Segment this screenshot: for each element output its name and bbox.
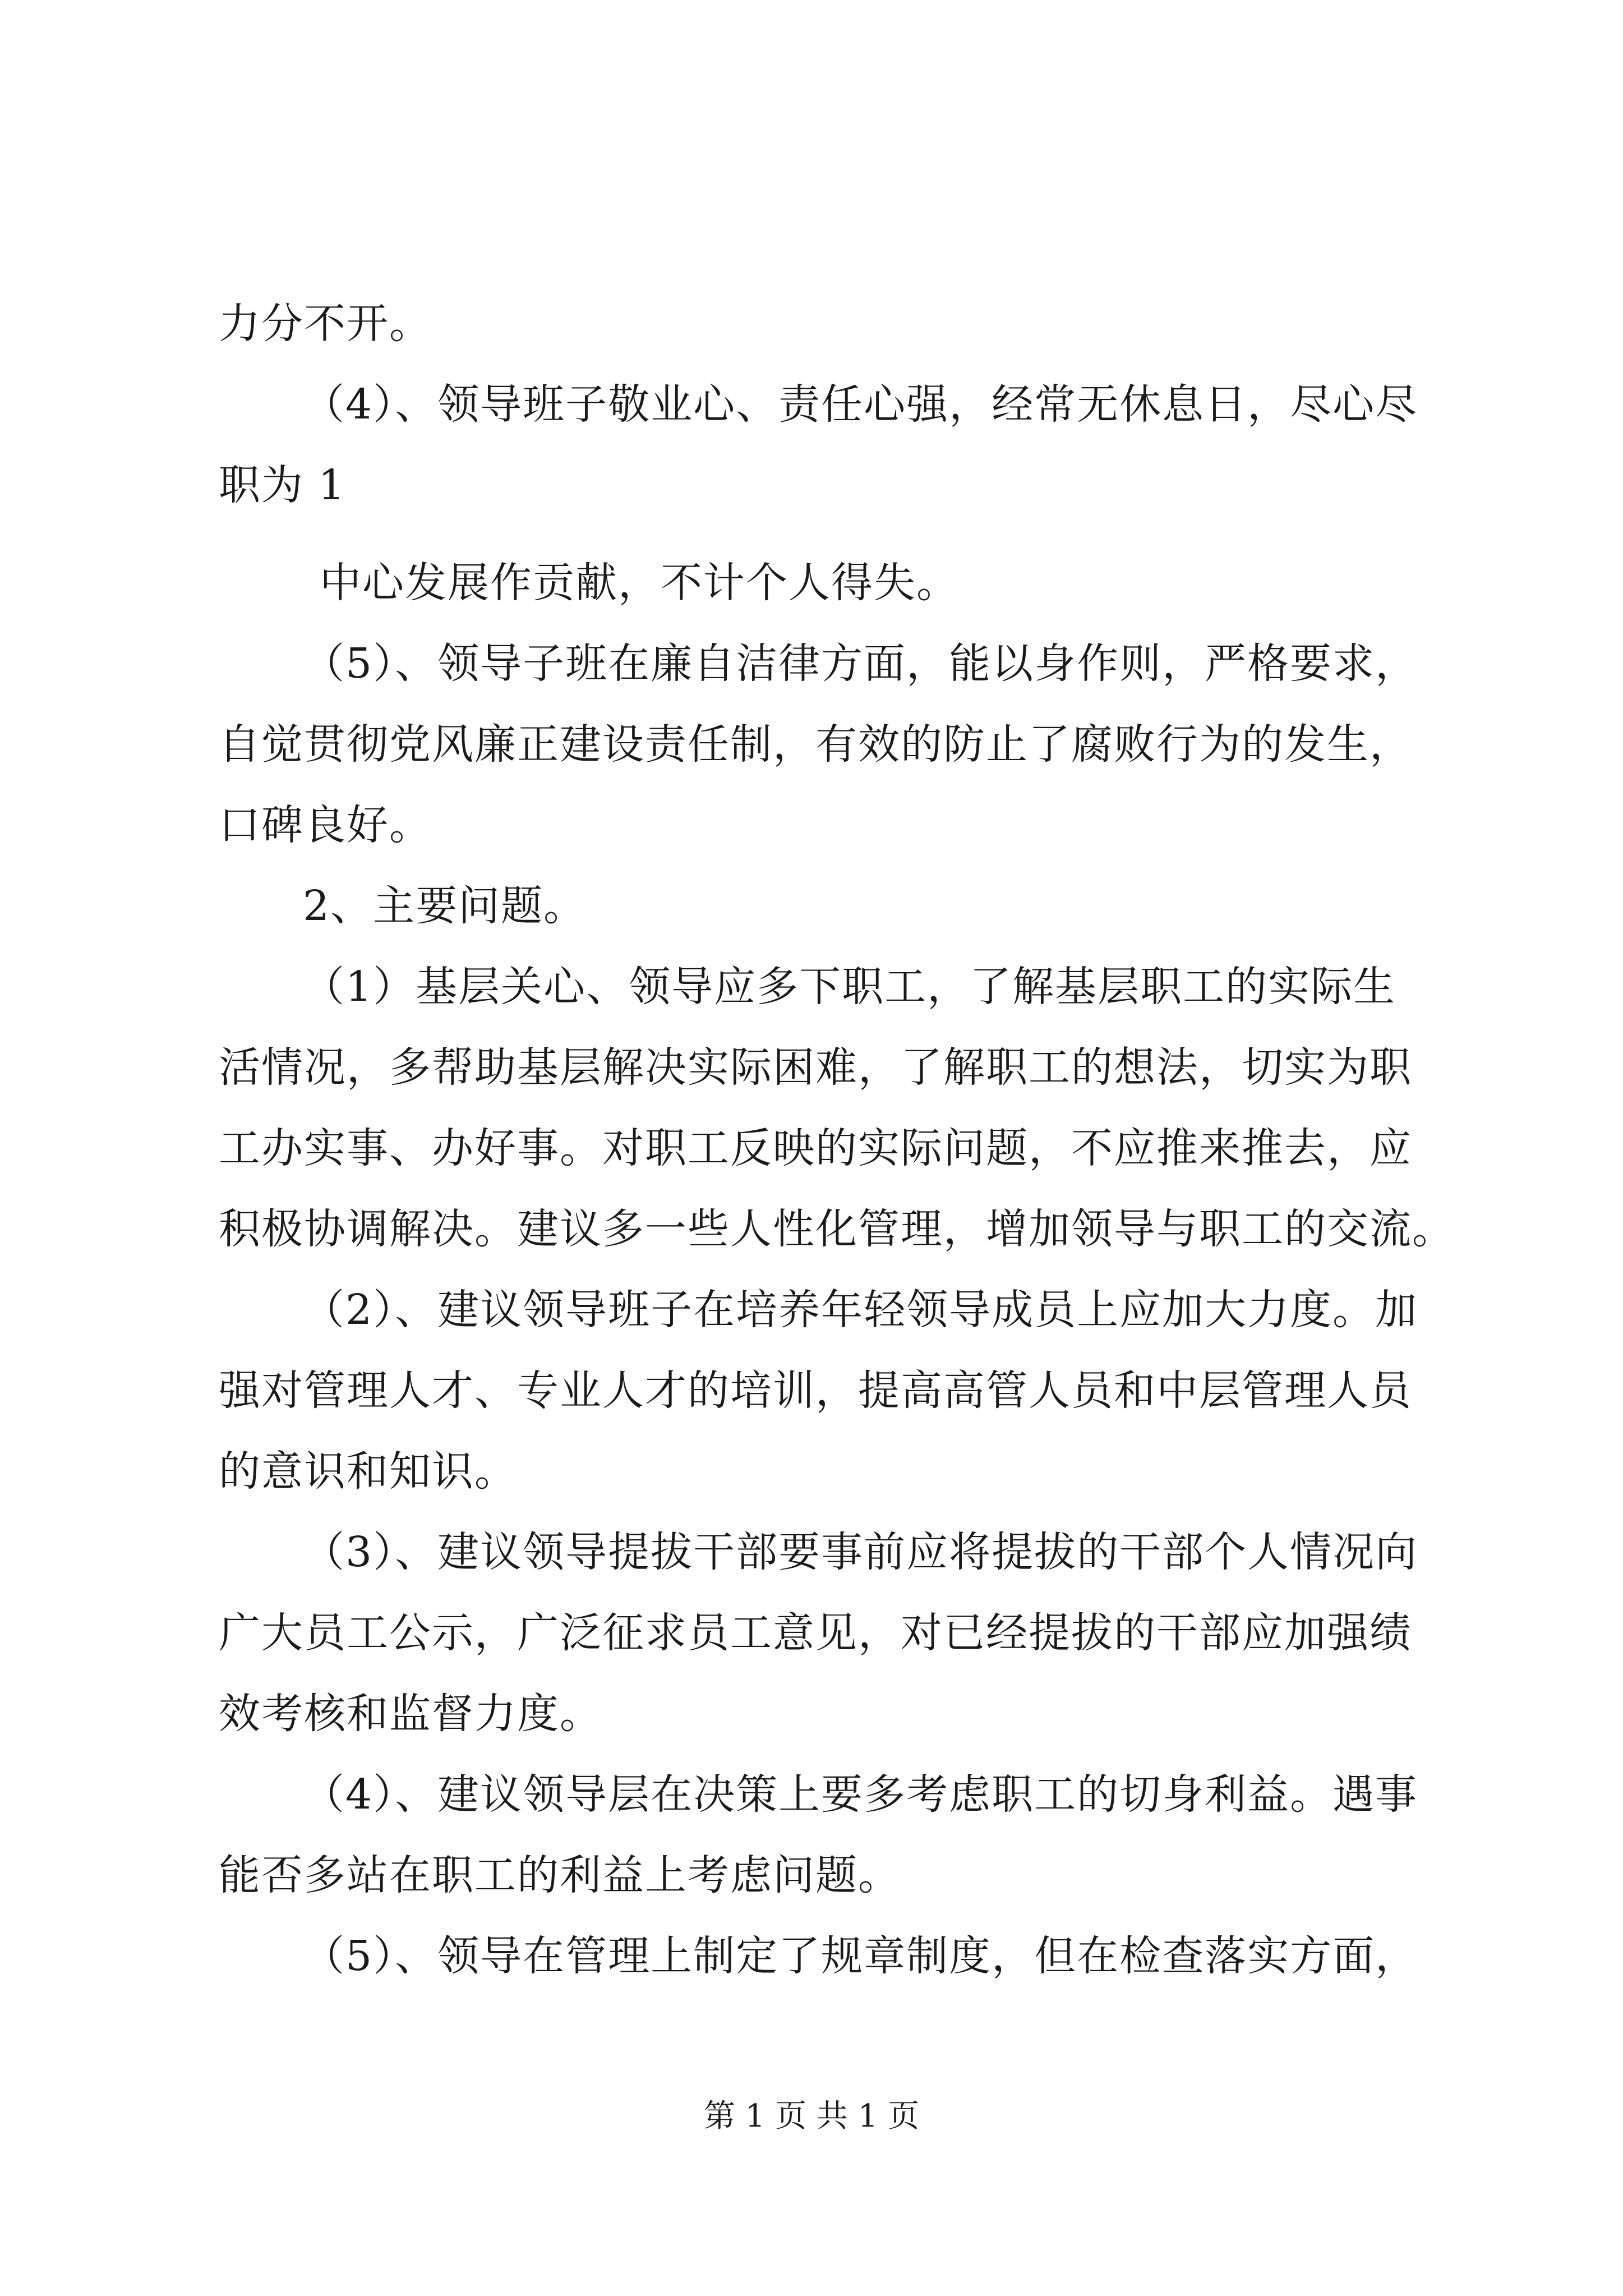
paragraph-line: 职为 1 [219, 461, 346, 509]
paragraph-line: 中心发展作贡献，不计个人得失。 [320, 559, 959, 607]
page-number-label: 第 1 页 共 1 页 [703, 2098, 920, 2134]
paragraph-line: 自觉贯彻党风廉正建设责任制，有效的防止了腐败行为的发生， [219, 720, 1412, 769]
paragraph-line: 的意识和知识。 [219, 1447, 517, 1496]
paragraph-line: 力分不开。 [219, 300, 432, 348]
paragraph-line: （4）、建议领导层在决策上要多考虑职工的切身利益。遇事 [303, 1770, 1418, 1819]
paragraph-line: 效考核和监督力度。 [219, 1690, 602, 1738]
paragraph-line: 工办实事、办好事。对职工反映的实际问题，不应推来推去，应 [219, 1124, 1412, 1172]
paragraph-line: （1）基层关心、领导应多下职工，了解基层职工的实际生 [303, 963, 1396, 1011]
page-footer [0, 2098, 1623, 2134]
paragraph-line: （2）、建议领导班子在培养年轻领导成员上应加大力度。加 [303, 1286, 1418, 1334]
paragraph-line: （5）、领导子班在廉自洁律方面，能以身作则，严格要求， [303, 639, 1418, 688]
paragraph-line: 积极协调解决。建议多一些人性化管理，增加领导与职工的交流。 [219, 1205, 1455, 1253]
document-body [219, 300, 1455, 1980]
paragraph-line: （5）、领导在管理上制定了规章制度，但在检查落实方面， [303, 1932, 1418, 1980]
paragraph-line: （4）、领导班子敬业心、责任心强，经常无休息日，尽心尽 [303, 380, 1418, 429]
section-heading: 2、主要问题。 [303, 882, 587, 930]
paragraph-line: 强对管理人才、专业人才的培训，提高高管人员和中层管理人员 [219, 1366, 1412, 1415]
paragraph-line: 口碑良好。 [219, 801, 432, 849]
paragraph-line: 广大员工公示，广泛征求员工意见，对已经提拔的干部应加强绩 [219, 1609, 1412, 1657]
paragraph-line: （3）、建议领导提拔干部要事前应将提拔的干部个人情况向 [303, 1528, 1418, 1576]
paragraph-line: 能否多站在职工的利益上考虑问题。 [219, 1851, 901, 1899]
paragraph-line: 活情况，多帮助基层解决实际困难，了解职工的想法，切实为职 [219, 1043, 1412, 1092]
